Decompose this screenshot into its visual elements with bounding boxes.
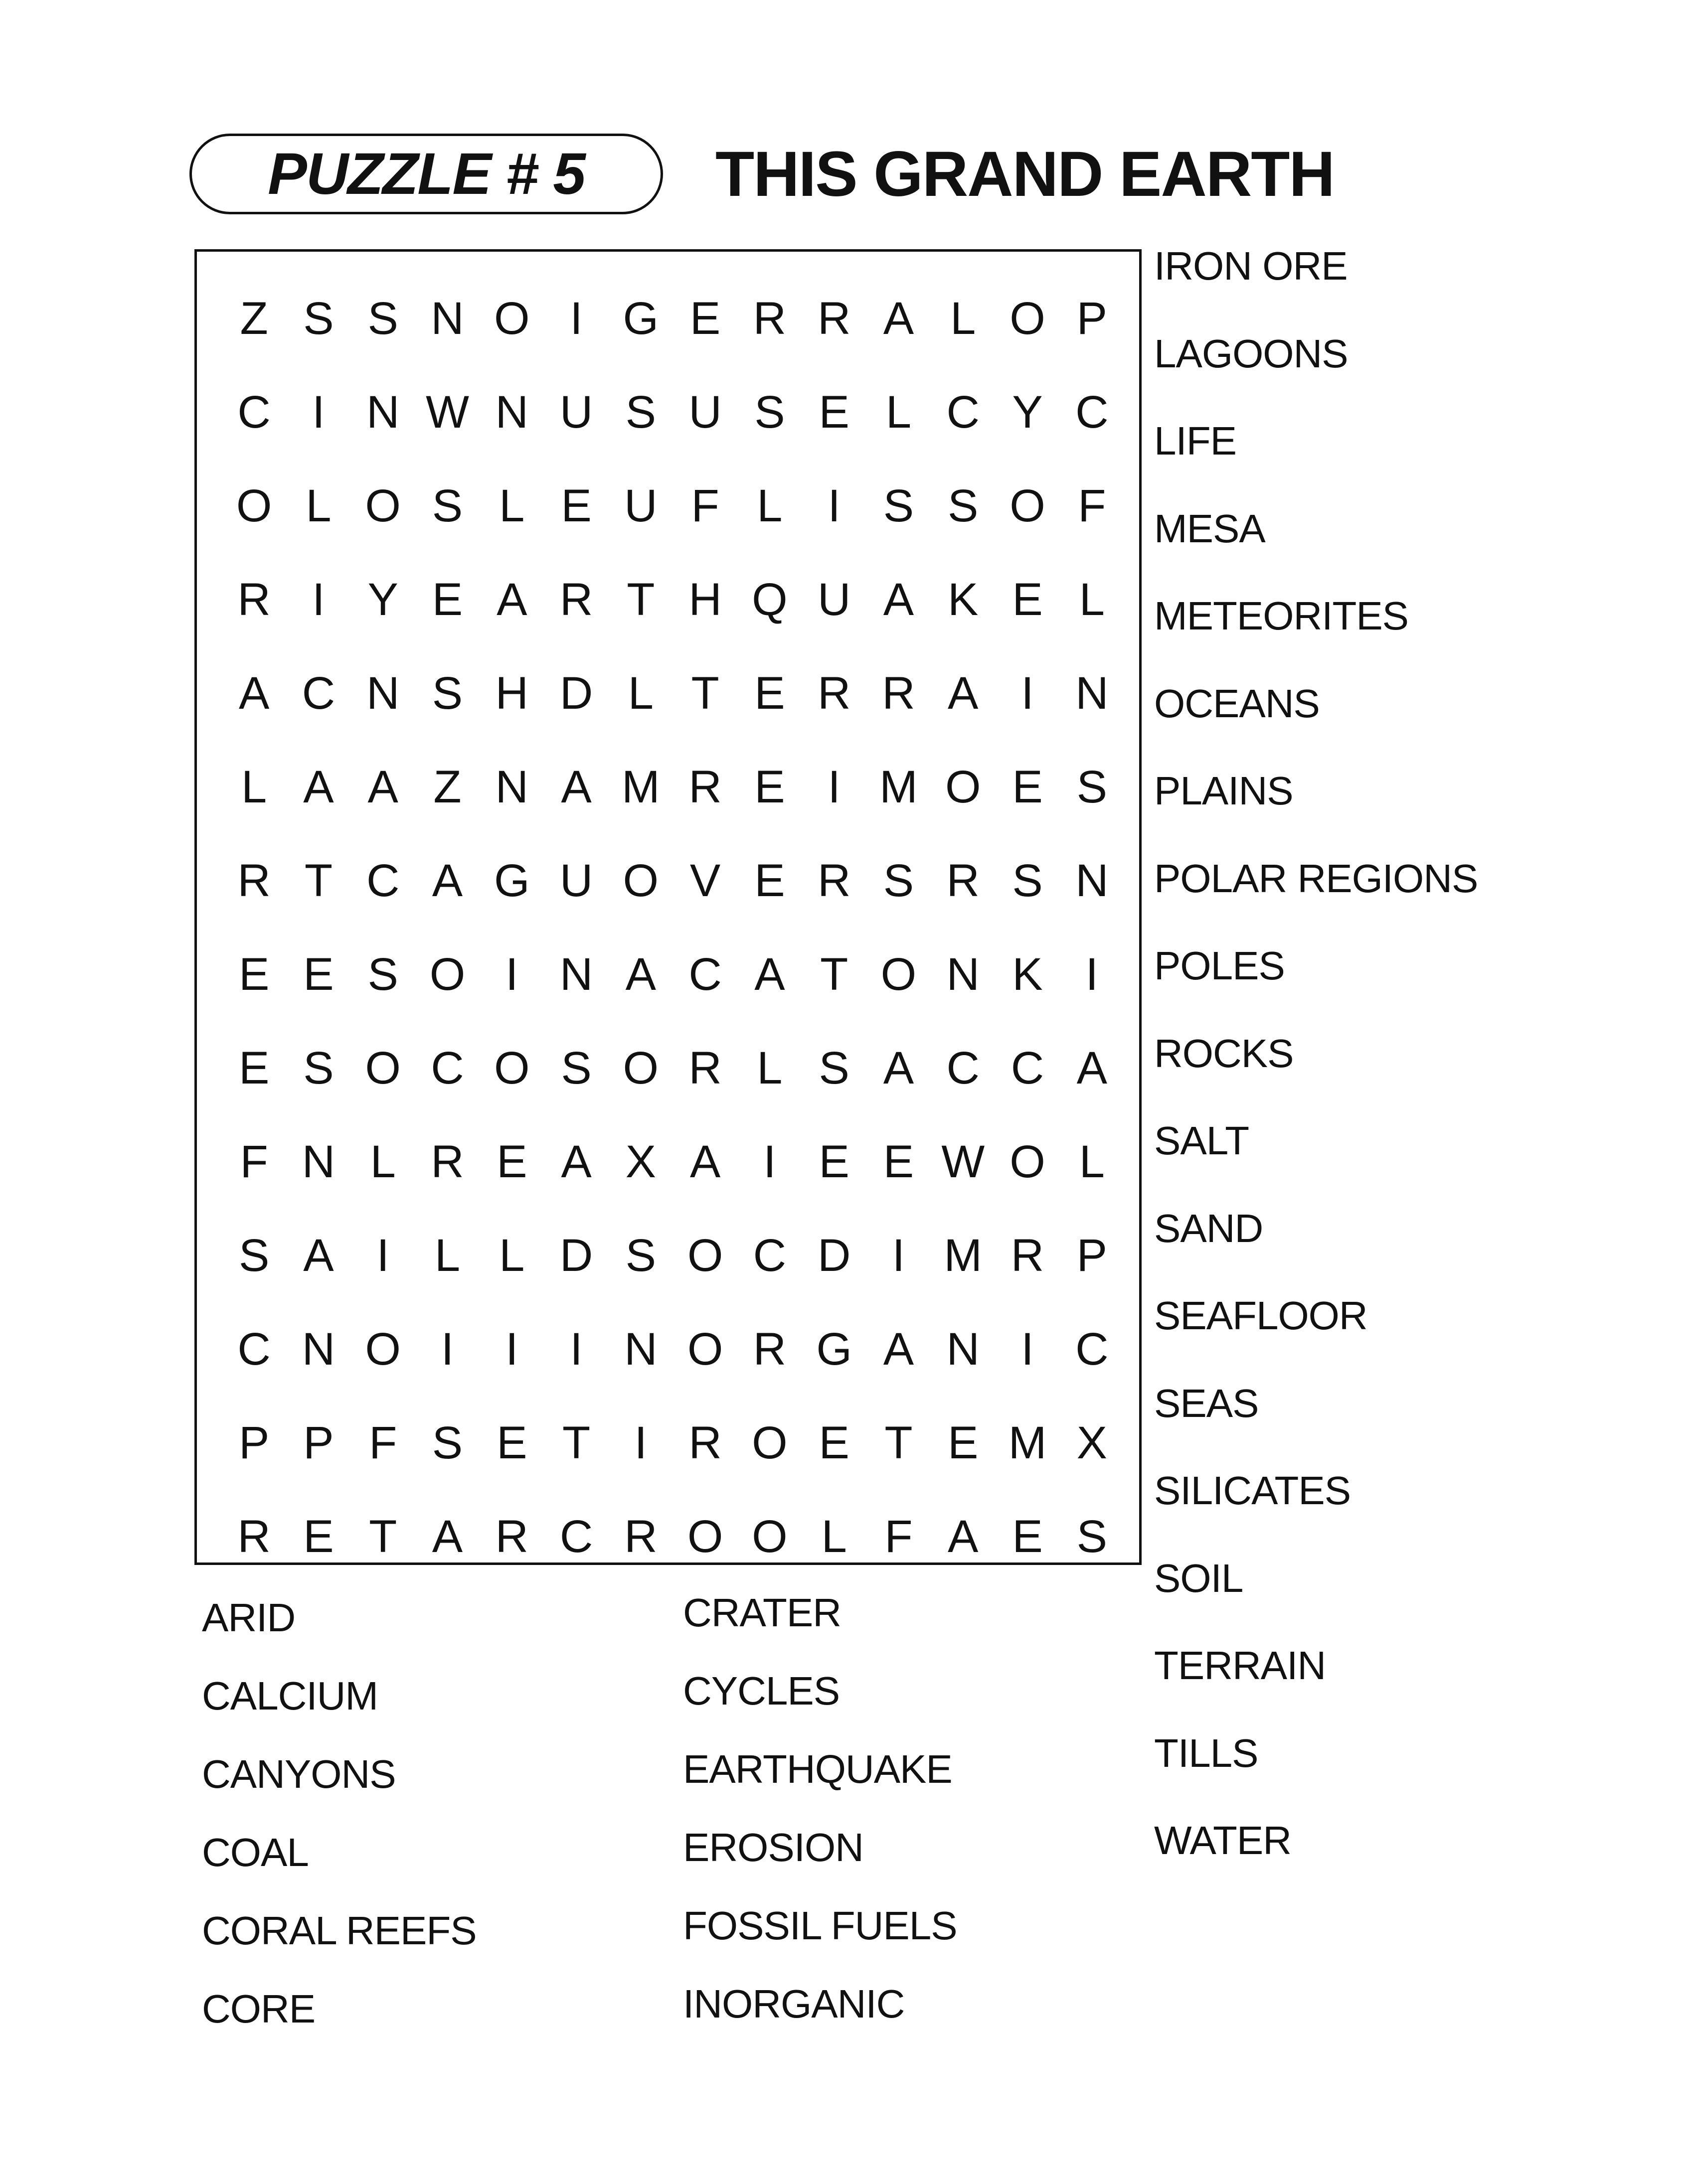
grid-letter[interactable]: I — [1021, 1323, 1034, 1375]
word-list-item: IRON ORE — [1154, 244, 1348, 288]
grid-letter[interactable]: L — [434, 1230, 461, 1281]
grid-letter[interactable]: O — [623, 1042, 659, 1093]
grid-letter[interactable]: Y — [367, 574, 398, 625]
word-list-item: FOSSIL FUELS — [683, 1903, 957, 1948]
grid-letter[interactable]: O — [236, 480, 272, 531]
grid-letter[interactable]: U — [688, 386, 722, 438]
grid-letter[interactable]: G — [623, 293, 659, 344]
grid-letter[interactable]: S — [1076, 1511, 1107, 1562]
word-list-item: CALCIUM — [202, 1674, 378, 1718]
grid-letter[interactable]: R — [753, 293, 787, 344]
grid-letter[interactable]: C — [688, 948, 722, 1000]
grid-row — [222, 1302, 1124, 1396]
grid-letter[interactable]: E — [754, 667, 785, 719]
grid-letter[interactable]: H — [688, 574, 722, 625]
grid-letter[interactable]: E — [1012, 761, 1043, 812]
grid-letter[interactable]: I — [828, 761, 841, 812]
grid-letter[interactable]: R — [817, 293, 851, 344]
word-list-item: OCEANS — [1154, 681, 1320, 726]
grid-letter[interactable]: L — [1079, 574, 1105, 625]
grid-letter[interactable]: U — [817, 574, 851, 625]
grid-letter[interactable]: T — [369, 1511, 397, 1562]
grid-letter[interactable]: I — [505, 1323, 518, 1375]
grid-letter[interactable]: U — [559, 386, 593, 438]
grid-letter[interactable]: L — [241, 761, 267, 812]
grid-letter[interactable]: R — [237, 855, 271, 906]
grid-letter[interactable]: S — [303, 1042, 334, 1093]
grid-letter[interactable]: E — [497, 1417, 527, 1468]
grid-letter[interactable]: E — [497, 1136, 527, 1187]
grid-letter[interactable]: F — [240, 1136, 268, 1187]
grid-letter[interactable]: S — [561, 1042, 592, 1093]
grid-letter[interactable]: M — [944, 1230, 983, 1281]
grid-letter[interactable]: E — [432, 574, 463, 625]
grid-letter[interactable]: R — [946, 855, 980, 906]
grid-row — [222, 459, 1124, 553]
grid-letter[interactable]: N — [495, 386, 528, 438]
grid-letter[interactable]: R — [688, 1417, 722, 1468]
grid-letter[interactable]: E — [819, 1136, 849, 1187]
grid-letter[interactable]: R — [237, 574, 271, 625]
grid-letter[interactable]: I — [312, 386, 325, 438]
grid-letter[interactable]: I — [570, 293, 583, 344]
puzzle-number-badge — [189, 134, 663, 214]
grid-letter[interactable]: N — [302, 1323, 336, 1375]
word-list-item: INORGANIC — [683, 1982, 905, 2026]
grid-letter[interactable]: O — [623, 855, 659, 906]
grid-letter[interactable]: R — [817, 667, 851, 719]
grid-letter[interactable]: O — [1010, 293, 1045, 344]
grid-letter[interactable]: R — [882, 667, 915, 719]
word-list-item: MESA — [1154, 506, 1265, 551]
grid-letter[interactable]: S — [883, 480, 914, 531]
grid-letter[interactable]: C — [237, 1323, 271, 1375]
grid-letter[interactable]: T — [562, 1417, 591, 1468]
grid-letter[interactable]: S — [432, 480, 463, 531]
grid-letter[interactable]: A — [689, 1136, 721, 1187]
grid-letter[interactable]: L — [306, 480, 332, 531]
grid-letter[interactable]: O — [752, 1417, 788, 1468]
grid-letter[interactable]: P — [238, 1417, 270, 1468]
grid-letter[interactable]: W — [426, 386, 469, 438]
grid-letter[interactable]: L — [499, 1230, 525, 1281]
grid-letter[interactable]: M — [879, 761, 918, 812]
grid-letter[interactable]: C — [431, 1042, 464, 1093]
grid-letter[interactable]: E — [883, 1136, 914, 1187]
grid-letter[interactable]: O — [945, 761, 981, 812]
word-list-item: POLAR REGIONS — [1154, 856, 1478, 901]
grid-letter[interactable]: H — [495, 667, 528, 719]
word-list-item: COAL — [202, 1830, 309, 1874]
word-list-item: ARID — [202, 1595, 296, 1640]
grid-letter[interactable]: F — [1078, 480, 1106, 531]
grid-letter[interactable]: S — [1076, 761, 1107, 812]
word-list-item: CORAL REEFS — [202, 1908, 477, 1953]
grid-letter[interactable]: V — [689, 855, 721, 906]
word-list-item: SOIL — [1154, 1556, 1243, 1600]
word-list-item: SEAFLOOR — [1154, 1293, 1367, 1338]
grid-letter[interactable]: O — [687, 1230, 723, 1281]
word-list-item: ROCKS — [1154, 1031, 1294, 1076]
grid-letter[interactable]: S — [948, 480, 979, 531]
word-list-item: LIFE — [1154, 419, 1236, 463]
grid-letter[interactable]: U — [624, 480, 658, 531]
grid-row — [222, 740, 1124, 834]
grid-letter[interactable]: L — [950, 293, 976, 344]
grid-letter[interactable]: N — [495, 761, 528, 812]
grid-letter[interactable]: P — [1076, 293, 1107, 344]
grid-letter[interactable]: S — [432, 1417, 463, 1468]
grid-letter[interactable]: R — [431, 1136, 464, 1187]
grid-letter[interactable]: S — [367, 948, 398, 1000]
grid-letter[interactable]: A — [303, 761, 334, 812]
grid-letter[interactable]: A — [497, 574, 527, 625]
grid-letter[interactable]: L — [757, 480, 783, 531]
grid-letter[interactable]: G — [494, 855, 530, 906]
grid-letter[interactable]: N — [302, 1136, 336, 1187]
grid-letter[interactable]: X — [1076, 1417, 1107, 1468]
grid-letter[interactable]: A — [561, 1136, 592, 1187]
grid-letter[interactable]: F — [884, 1511, 913, 1562]
grid-letter[interactable]: A — [238, 667, 270, 719]
word-list-item: WATER — [1154, 1818, 1291, 1863]
grid-row — [222, 928, 1124, 1021]
grid-letter[interactable]: L — [499, 480, 525, 531]
grid-letter[interactable]: N — [366, 667, 400, 719]
grid-letter[interactable]: Q — [752, 574, 788, 625]
grid-letter[interactable]: A — [883, 1042, 914, 1093]
grid-letter[interactable]: I — [892, 1230, 905, 1281]
grid-letter[interactable]: N — [1075, 667, 1109, 719]
grid-letter[interactable]: A — [1076, 1042, 1107, 1093]
grid-letter[interactable]: I — [505, 948, 518, 1000]
grid-letter[interactable]: E — [238, 1042, 270, 1093]
grid-letter[interactable]: O — [365, 1042, 401, 1093]
grid-letter[interactable]: A — [432, 855, 463, 906]
grid-letter[interactable]: E — [754, 855, 785, 906]
grid-letter[interactable]: E — [754, 761, 785, 812]
grid-letter[interactable]: N — [1075, 855, 1109, 906]
grid-letter[interactable]: I — [1085, 948, 1099, 1000]
grid-letter[interactable]: O — [365, 1323, 401, 1375]
grid-letter[interactable]: N — [946, 1323, 980, 1375]
grid-letter[interactable]: S — [303, 293, 334, 344]
grid-letter[interactable]: I — [376, 1230, 389, 1281]
grid-letter[interactable]: S — [1012, 855, 1043, 906]
grid-row — [222, 1209, 1124, 1302]
puzzle-number-label: PUZZLE # 5 — [268, 141, 585, 207]
grid-letter[interactable]: A — [883, 1323, 914, 1375]
grid-letter[interactable]: O — [494, 293, 530, 344]
grid-row — [222, 272, 1124, 365]
grid-letter[interactable]: C — [366, 855, 400, 906]
grid-letter[interactable]: O — [1010, 1136, 1045, 1187]
grid-letter[interactable]: A — [754, 948, 785, 1000]
grid-letter[interactable]: E — [561, 480, 592, 531]
grid-letter[interactable]: S — [819, 1042, 849, 1093]
grid-letter[interactable]: I — [1021, 667, 1034, 719]
grid-letter[interactable]: I — [828, 480, 841, 531]
grid-letter[interactable]: E — [819, 386, 849, 438]
word-list-item: PLAINS — [1154, 769, 1293, 813]
grid-letter[interactable]: C — [753, 1230, 787, 1281]
grid-letter[interactable]: L — [628, 667, 654, 719]
grid-letter[interactable]: R — [624, 1511, 658, 1562]
grid-letter[interactable]: N — [559, 948, 593, 1000]
grid-letter[interactable]: O — [687, 1323, 723, 1375]
grid-letter[interactable]: K — [1012, 948, 1043, 1000]
grid-letter[interactable]: E — [1012, 574, 1043, 625]
grid-letter[interactable]: N — [624, 1323, 658, 1375]
grid-row — [222, 1115, 1124, 1209]
grid-letter[interactable]: T — [691, 667, 719, 719]
grid-letter[interactable]: U — [559, 855, 593, 906]
grid-letter[interactable]: R — [1011, 1230, 1044, 1281]
grid-letter[interactable]: C — [946, 386, 980, 438]
grid-row — [222, 1490, 1124, 1583]
grid-letter[interactable]: O — [880, 948, 917, 1000]
grid-letter[interactable]: A — [883, 293, 914, 344]
grid-letter[interactable]: T — [304, 855, 333, 906]
grid-letter[interactable]: S — [432, 667, 463, 719]
grid-letter[interactable]: C — [302, 667, 336, 719]
grid-letter[interactable]: Z — [240, 293, 268, 344]
grid-letter[interactable]: C — [946, 1042, 980, 1093]
grid-letter[interactable]: L — [1079, 1136, 1105, 1187]
grid-letter[interactable]: O — [752, 1511, 788, 1562]
grid-letter[interactable]: E — [303, 948, 334, 1000]
grid-letter[interactable]: R — [237, 1511, 271, 1562]
page-title: THIS GRAND EARTH — [715, 138, 1334, 210]
grid-letter[interactable]: G — [816, 1323, 852, 1375]
grid-letter[interactable]: Y — [1012, 386, 1043, 438]
grid-letter[interactable]: R — [688, 1042, 722, 1093]
grid-letter[interactable]: D — [559, 1230, 593, 1281]
grid-letter[interactable]: A — [625, 948, 657, 1000]
grid-letter[interactable]: I — [312, 574, 325, 625]
grid-letter[interactable]: S — [238, 1230, 270, 1281]
grid-letter[interactable]: W — [941, 1136, 985, 1187]
word-search-grid — [194, 249, 1142, 1565]
grid-letter[interactable]: I — [570, 1323, 583, 1375]
grid-letter[interactable]: C — [237, 386, 271, 438]
grid-letter[interactable]: A — [883, 574, 914, 625]
grid-letter[interactable]: A — [561, 761, 592, 812]
word-list-item: CANYONS — [202, 1752, 396, 1796]
grid-letter[interactable]: O — [365, 480, 401, 531]
grid-letter[interactable]: T — [884, 1417, 913, 1468]
grid-letter[interactable]: X — [625, 1136, 657, 1187]
grid-row — [222, 553, 1124, 646]
grid-letter[interactable]: E — [689, 293, 721, 344]
word-list-item: SEAS — [1154, 1381, 1259, 1425]
grid-letter[interactable]: D — [559, 667, 593, 719]
grid-letter[interactable]: C — [559, 1511, 593, 1562]
grid-letter[interactable]: A — [432, 1511, 463, 1562]
word-list-item: METEORITES — [1154, 594, 1409, 638]
grid-letter[interactable]: N — [366, 386, 400, 438]
grid-letter[interactable]: N — [431, 293, 464, 344]
grid-letter[interactable]: A — [948, 667, 979, 719]
word-list-item: SILICATES — [1154, 1468, 1351, 1513]
grid-letter[interactable]: A — [948, 1511, 979, 1562]
grid-letter[interactable]: F — [691, 480, 719, 531]
grid-letter[interactable]: S — [883, 855, 914, 906]
word-list-item: EARTHQUAKE — [683, 1747, 952, 1791]
grid-letter[interactable]: T — [820, 948, 848, 1000]
grid-letter[interactable]: S — [625, 386, 657, 438]
grid-letter[interactable]: R — [559, 574, 593, 625]
grid-row — [222, 646, 1124, 740]
grid-letter[interactable]: E — [238, 948, 270, 1000]
grid-letter[interactable]: L — [885, 386, 912, 438]
grid-letter[interactable]: R — [495, 1511, 528, 1562]
grid-letter[interactable]: C — [1011, 1042, 1044, 1093]
word-list-item: TERRAIN — [1154, 1643, 1326, 1688]
grid-letter[interactable]: R — [817, 855, 851, 906]
grid-letter[interactable]: S — [625, 1230, 657, 1281]
grid-letter[interactable]: O — [429, 948, 466, 1000]
grid-letter[interactable]: A — [303, 1230, 334, 1281]
word-list-item: EROSION — [683, 1825, 863, 1870]
grid-row — [222, 1021, 1124, 1115]
word-list-item: LAGOONS — [1154, 331, 1348, 376]
grid-letter[interactable]: L — [821, 1511, 847, 1562]
grid-letter[interactable]: O — [1010, 480, 1045, 531]
grid-row — [222, 1396, 1124, 1490]
word-list-item: TILLS — [1154, 1730, 1258, 1775]
grid-letter[interactable]: R — [753, 1323, 787, 1375]
grid-letter[interactable]: M — [622, 761, 660, 812]
grid-letter[interactable]: I — [763, 1136, 776, 1187]
grid-letter[interactable]: M — [1008, 1417, 1047, 1468]
grid-letter[interactable]: P — [303, 1417, 334, 1468]
grid-letter[interactable]: S — [754, 386, 785, 438]
grid-letter[interactable]: L — [757, 1042, 783, 1093]
grid-row — [222, 365, 1124, 459]
word-list-item: SALT — [1154, 1118, 1249, 1163]
grid-letter[interactable]: C — [1075, 386, 1109, 438]
word-list-item: SAND — [1154, 1206, 1263, 1250]
grid-letter[interactable]: N — [946, 948, 980, 1000]
grid-row — [222, 834, 1124, 928]
grid-letter[interactable]: A — [367, 761, 398, 812]
grid-letter[interactable]: Z — [433, 761, 462, 812]
grid-letter[interactable]: C — [1075, 1323, 1109, 1375]
word-list-item: CORE — [202, 1987, 316, 2031]
grid-letter[interactable]: I — [634, 1417, 648, 1468]
grid-letter[interactable]: T — [627, 574, 655, 625]
grid-letter[interactable]: K — [948, 574, 979, 625]
grid-letter[interactable]: E — [303, 1511, 334, 1562]
grid-letter[interactable]: E — [948, 1417, 979, 1468]
word-list-item: CYCLES — [683, 1669, 840, 1713]
grid-letter[interactable]: L — [370, 1136, 396, 1187]
word-list-item: POLES — [1154, 943, 1285, 988]
grid-letter[interactable]: I — [441, 1323, 454, 1375]
grid-letter[interactable]: F — [369, 1417, 397, 1468]
grid-letter[interactable]: D — [817, 1230, 851, 1281]
grid-letter[interactable]: R — [688, 761, 722, 812]
grid-letter[interactable]: O — [687, 1511, 723, 1562]
grid-letter[interactable]: P — [1076, 1230, 1107, 1281]
grid-letter[interactable]: O — [494, 1042, 530, 1093]
word-list-item: CRATER — [683, 1590, 841, 1635]
grid-letter[interactable]: S — [367, 293, 398, 344]
grid-letter[interactable]: E — [819, 1417, 849, 1468]
grid-letter[interactable]: E — [1012, 1511, 1043, 1562]
